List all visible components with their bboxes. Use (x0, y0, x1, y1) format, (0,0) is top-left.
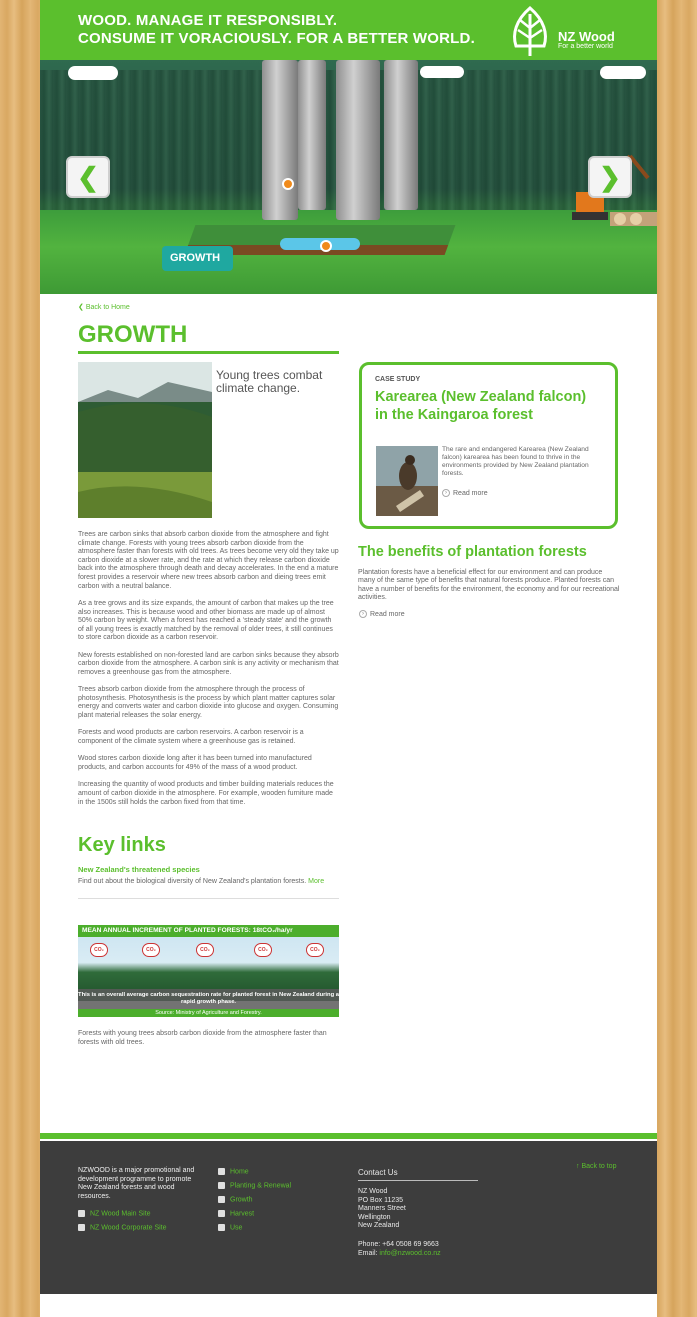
hotspot-marker[interactable] (320, 240, 332, 252)
infographic-note: Forests with young trees absorb carbon dioxide from the atmosphere faster than forests with old trees. (78, 1030, 327, 1046)
section-tag[interactable]: GROWTH (162, 246, 233, 271)
tagline-line-2: CONSUME IT VORACIOUSLY. FOR A BETTER WORLD. (78, 30, 475, 47)
arrow-right-icon: › (442, 489, 450, 497)
paragraph: Increasing the quantity of wood products and timber building materials reduces the amount of carbon dioxide in the atmosphere. For example, wooden furniture made in the 1500s still holds the carbon fixed from that time. (78, 781, 334, 806)
article-body (78, 531, 339, 816)
email-row (358, 1249, 441, 1258)
footer-link-label: Harvest (230, 1210, 255, 1218)
co2-icon: CO₂ (142, 943, 160, 957)
case-study-description: The rare and endangered Karearea (New Zealand falcon) karearea has been found to thrive in the environments provided by New Zealand plantation forests. (442, 446, 589, 477)
paragraph: Trees absorb carbon dioxide from the atmosphere through the process of photosynthesis. Photosynthesis is the process by which plant matter captures solar energy and converts water and carbon dioxide into glucose and oxygen. Consuming plant material releases the solar energy. (78, 686, 339, 720)
footer-link-label: Growth (230, 1196, 253, 1204)
key-link-description (78, 878, 324, 885)
case-study-title[interactable]: Karearea (New Zealand falcon) in the Kaingaroa forest (375, 389, 587, 423)
paragraph: As a tree grows and its size expands, the amount of carbon that makes up the tree also increases. This is because wood and other biomass are made up of almost 50% carbon by weight. When a forest has reached a ‘steady state’ and the growth of all young trees is exactly matched by the removal of older trees, it still continues to store carbon dioxide as a carbon reservoir. (78, 599, 334, 642)
bullet-icon (218, 1210, 225, 1217)
logo-name: NZ Wood (558, 29, 615, 44)
infographic-source: Source: Ministry of Agriculture and Forestry. (78, 1009, 339, 1017)
co2-icon: CO₂ (196, 943, 214, 957)
address-line: New Zealand (358, 1222, 400, 1229)
falcon-photo (376, 446, 438, 516)
paragraph: Forests and wood products are carbon reservoirs. A carbon reservoir is a component of the climate system where a greenhouse gas is retained. (78, 729, 304, 746)
footer-link-label: Planting & Renewal (230, 1182, 292, 1190)
hotspot-marker[interactable] (282, 178, 294, 190)
phone-number: Phone: +64 0508 69 9663 (358, 1241, 439, 1248)
bullet-icon (78, 1210, 85, 1217)
paragraph: Trees are carbon sinks that absorb carbon dioxide from the atmosphere and fight climate change. Forests with young trees absorb carbon dioxide from the atmosphere faster than forests with old trees. As trees become very old they take up carbon dioxide at a slower rate, and the rate at which they release carbon dioxide back into the atmosphere through death and decay accelerates. In the end a mature forest provides a reservoir where new trees absorb carbon and dieing trees emit carbon with a neutral balance. (78, 531, 339, 590)
divider (78, 898, 339, 899)
read-more-label: Read more (453, 489, 488, 497)
benefits-heading[interactable]: The benefits of plantation forests (358, 544, 587, 560)
contact-address (358, 1188, 406, 1231)
case-study-box (359, 362, 618, 529)
logo-text (558, 30, 615, 51)
footer-nav-use[interactable] (218, 1224, 242, 1231)
carbon-infographic (78, 925, 339, 1017)
tree-trunk (298, 60, 326, 210)
intro-text: Young trees combat climate change. (216, 368, 323, 395)
footer-nav-harvest[interactable] (218, 1210, 254, 1217)
tagline (78, 12, 475, 48)
key-links-heading: Key links (78, 834, 166, 856)
back-to-top-link[interactable]: ↑ Back to top (576, 1163, 617, 1170)
bullet-icon (218, 1196, 225, 1203)
back-link-label: Back to Home (85, 304, 130, 311)
address-line: Manners Street (358, 1205, 406, 1212)
footer-about: NZWOOD is a major promotional and development programme to promote New Zealand forests and wood resources. (78, 1167, 195, 1200)
contact-phone-email (358, 1240, 441, 1258)
bullet-icon (218, 1168, 225, 1175)
footer-link-label: NZ Wood Main Site (90, 1210, 151, 1218)
carousel-prev-button[interactable]: ❮ (66, 156, 110, 198)
contact-heading: Contact Us (358, 1168, 478, 1181)
key-link-desc-text: Find out about the biological diversity of New Zealand's plantation forests. (78, 878, 307, 885)
email-label: Email: (358, 1250, 378, 1257)
co2-icon: CO₂ (254, 943, 272, 957)
footer-link-label: NZ Wood Corporate Site (90, 1224, 167, 1232)
tree-trunk (336, 60, 380, 220)
cloud (600, 66, 646, 79)
benefits-read-more[interactable] (359, 610, 405, 618)
benefits-text: Plantation forests have a beneficial effect for our environment and can produce many of the same type of benefits that natural forests produce. Planted forests can have a number of benefits for the environment, the economy and for our recreational activities. (358, 569, 620, 601)
back-to-home-link[interactable] (78, 303, 130, 311)
paragraph: Wood stores carbon dioxide long after it has been turned into manufactured products, and carbon accounts for 49% of the mass of a wood product. (78, 755, 312, 772)
address-line: NZ Wood (358, 1188, 388, 1195)
co2-icon: CO₂ (90, 943, 108, 957)
chevron-left-icon: ❮ (78, 304, 86, 311)
bullet-icon (218, 1224, 225, 1231)
email-link[interactable]: info@nzwood.co.nz (379, 1250, 441, 1257)
page (40, 0, 657, 1317)
forest-photo (78, 362, 212, 518)
logo-sub: For a better world (558, 43, 613, 50)
footer-link-label: Home (230, 1168, 249, 1176)
paragraph: New forests established on non-forested land are carbon sinks because they absorb carbon dioxide from the atmosphere. A carbon sink is any activity or mechanism that removes a greenhouse gas from the atmosphere. (78, 651, 339, 676)
key-link-more[interactable]: More (308, 878, 325, 885)
tree-logo-icon (506, 6, 554, 56)
read-more-label: Read more (370, 610, 405, 618)
case-study-label: CASE STUDY (375, 376, 421, 383)
address-line: PO Box 11235 (358, 1196, 404, 1204)
hero-banner (40, 60, 657, 294)
page-title: GROWTH (78, 321, 339, 354)
tagline-line-1: WOOD. MANAGE IT RESPONSIBLY. (78, 12, 338, 29)
footer-link-corporate-site[interactable] (78, 1224, 167, 1231)
footer-stripe (40, 1133, 657, 1139)
address-line: Wellington (358, 1213, 391, 1221)
tree-trunk (384, 60, 418, 210)
bullet-icon (78, 1224, 85, 1231)
infographic-header: MEAN ANNUAL INCREMENT OF PLANTED FORESTS: 18tCO₂/ha/yr (78, 925, 339, 937)
bullet-icon (218, 1182, 225, 1189)
co2-icon: CO₂ (306, 943, 324, 957)
header-bar (40, 0, 657, 60)
footer-link-main-site[interactable] (78, 1210, 151, 1217)
footer-nav-growth[interactable] (218, 1196, 253, 1203)
footer-link-label: Use (230, 1224, 243, 1232)
carousel-next-button[interactable]: ❯ (588, 156, 632, 198)
infographic-caption: This is an overall average carbon sequestration rate for planted forest in New Zealand during a rapid growth phase. (78, 989, 339, 1009)
nz-wood-logo[interactable] (506, 6, 626, 56)
footer-nav-home[interactable] (218, 1168, 249, 1175)
cloud (68, 66, 118, 80)
cloud (420, 66, 464, 78)
tree-trunk (262, 60, 298, 220)
case-study-read-more[interactable] (442, 489, 488, 497)
key-link-threatened-species[interactable]: New Zealand's threatened species (78, 865, 200, 874)
footer-nav-planting[interactable] (218, 1182, 291, 1189)
arrow-right-icon: › (359, 610, 367, 618)
footer (40, 1141, 657, 1294)
